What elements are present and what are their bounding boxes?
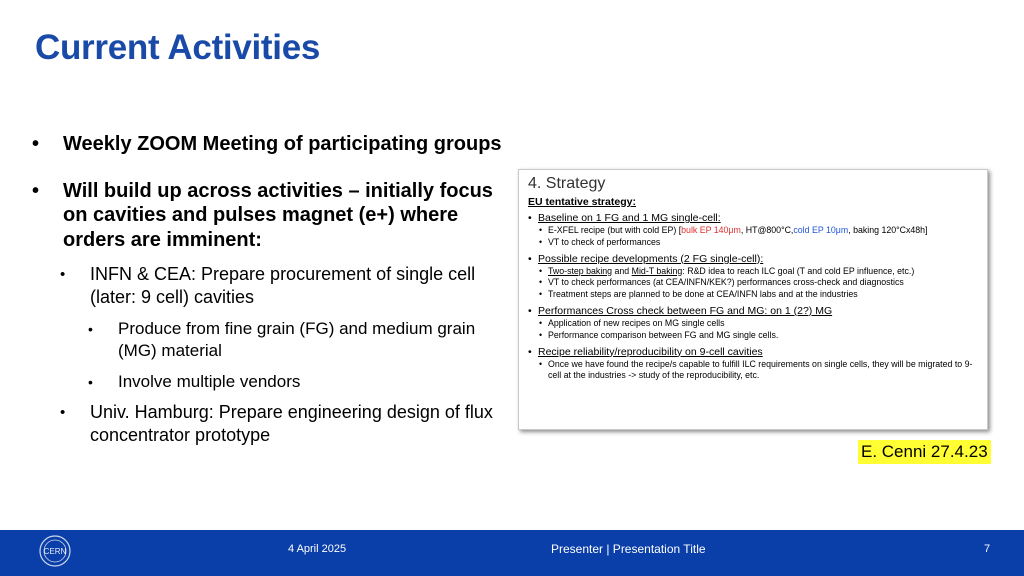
bullet-fine-grain: • Produce from fine grain (FG) and medium grain (MG) material (88, 319, 476, 360)
strategy-item-recipe-dev: • Possible recipe developments (2 FG single-cell): (528, 252, 764, 265)
strategy-subheading: EU tentative strategy: (528, 196, 636, 208)
strategy-subitem: • E-XFEL recipe (but with cold EP) [bulk EP 140μm, HT@800°C,cold EP 10μm, baking 120°Cx48h] (539, 225, 928, 235)
strategy-item-reliability: • Recipe reliability/reproducibility on 9-cell cavities (528, 345, 763, 358)
bullet-vendors: • Involve multiple vendors (88, 372, 301, 391)
credit-label: E. Cenni 27.4.23 (858, 440, 991, 464)
strategy-item-baseline: • Baseline on 1 FG and 1 MG single-cell: (528, 212, 721, 224)
strategy-subitem: • Two-step baking and Mid-T baking: R&D idea to reach ILC goal (T and cold EP influence, etc.) (539, 265, 915, 276)
bullet-hamburg: • Univ. Hamburg: Prepare engineering design of flux concentrator prototype (60, 402, 493, 445)
bullet-list (30, 132, 510, 447)
bullet-dot: • (88, 321, 93, 337)
bullet-infn-cea: • INFN & CEA: Prepare procurement of single cell (later: 9 cell) cavities (60, 264, 476, 307)
footer-date: 4 April 2025 (288, 543, 347, 555)
bullet-weekly-meeting: • Weekly ZOOM Meeting of participating groups (32, 133, 502, 155)
strategy-heading: 4. Strategy (528, 175, 606, 192)
strategy-item-cross-check: • Performances Cross check between FG and MG: on 1 (2?) MG (528, 304, 833, 317)
slide-title: Current Activities (35, 28, 321, 67)
svg-text:CERN: CERN (43, 547, 67, 556)
footer-bar (0, 530, 1024, 576)
strategy-image (518, 169, 988, 430)
bullet-build-up: • Will build up across activities – initially focus on cavities and pulses magnet (e+) where orders are imminent: (32, 179, 493, 251)
cern-logo-icon (38, 534, 72, 568)
bullet-dot: • (60, 404, 66, 421)
footer-page-number: 7 (984, 543, 991, 555)
bullet-dot: • (32, 133, 40, 155)
strategy-subitem: • Treatment steps are planned to be done at CEA/INFN labs and at the industries (539, 289, 858, 300)
strategy-subitem: • VT to check performances (at CEA/INFN/KEK?) performances cross-check and diagnostics (539, 277, 904, 288)
bullet-dot: • (88, 374, 93, 390)
bullet-dot: • (32, 179, 40, 202)
strategy-subitem: • Performance comparison between FG and MG single cells. (539, 329, 779, 340)
strategy-subitem: • Once we have found the recipe/s capable to fulfill ILC requirements on single cells, they will be migrated to 9-cell at the industries -> study of the reproducibility, etc. (539, 358, 973, 381)
strategy-subitem: • Application of new recipes on MG single cells (539, 317, 725, 328)
strategy-subitem: • VT to check of performances (539, 236, 661, 247)
footer-presenter: Presenter | Presentation Title (551, 542, 706, 556)
bullet-dot: • (60, 266, 66, 283)
